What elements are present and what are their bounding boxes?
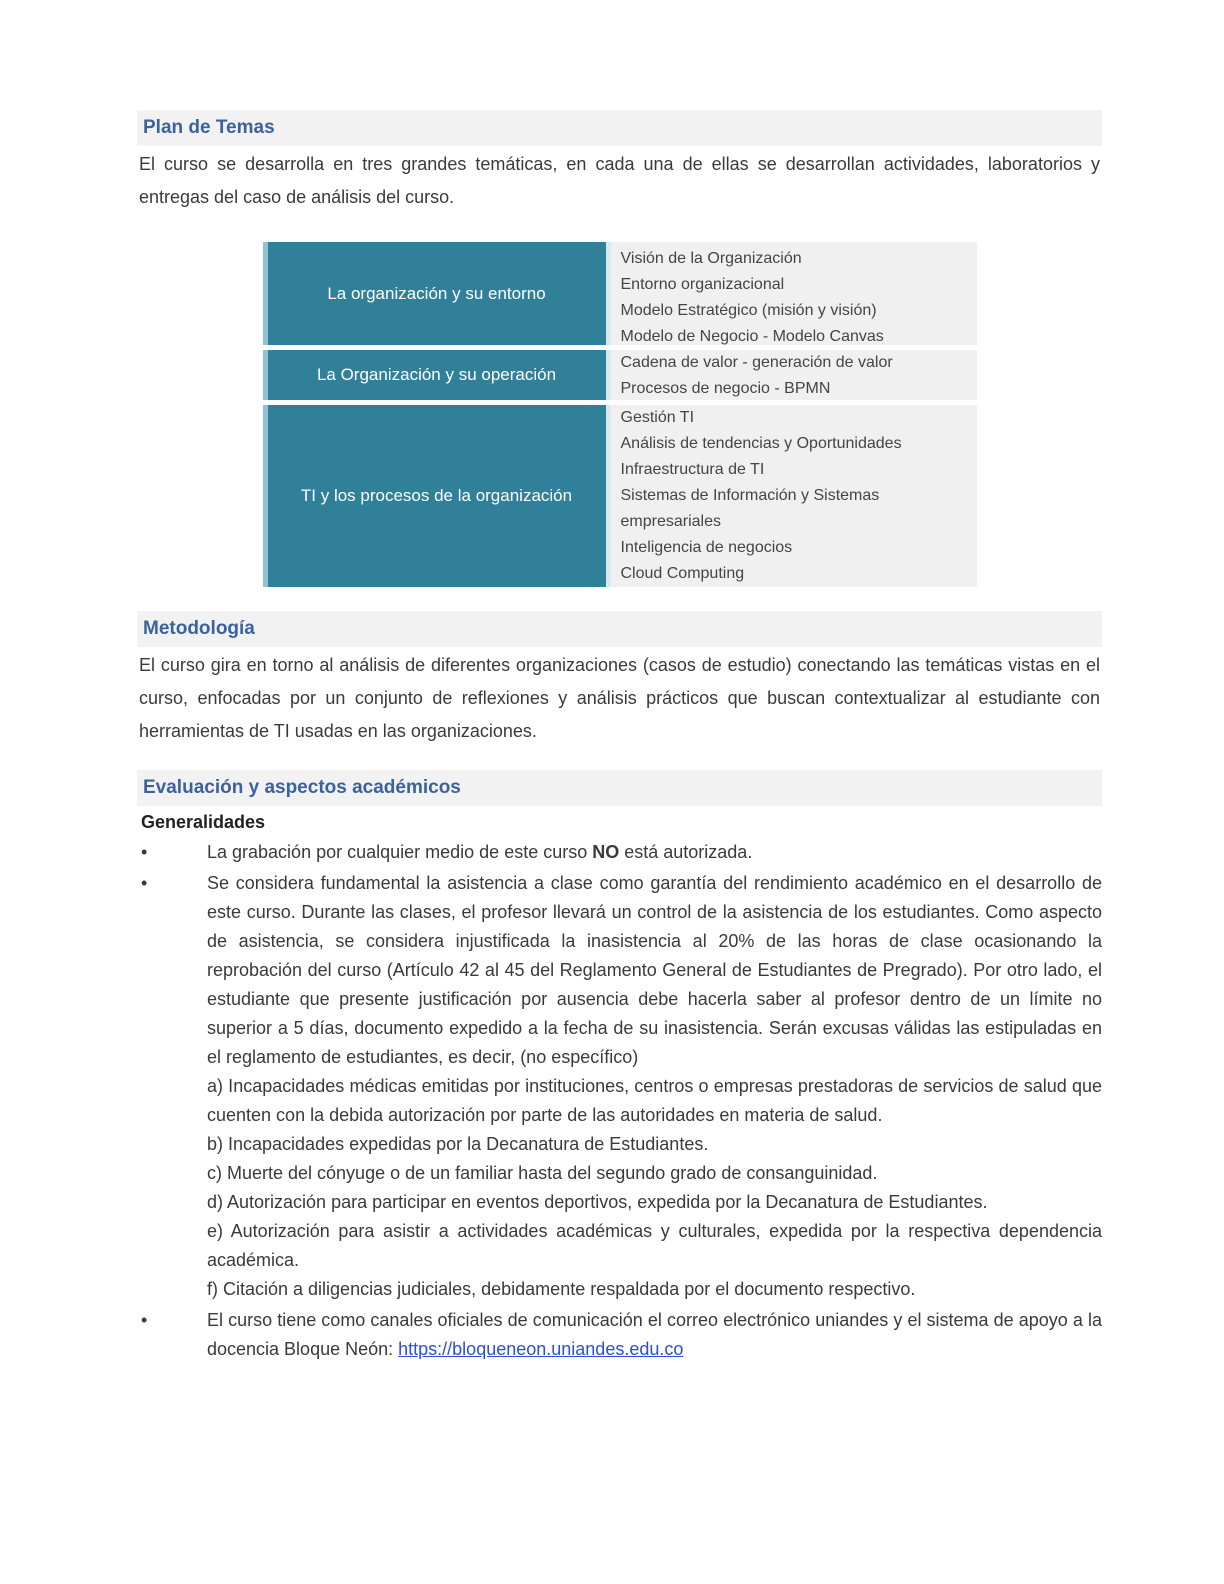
list-item [137,869,1102,1304]
document-page [137,110,1102,1364]
topic-name: La Organización y su operación [316,365,557,384]
list-item [137,838,1102,867]
plan-heading: Plan de Temas [137,110,1102,146]
topic-item: Cadena de valor - generación de valor [620,354,893,371]
topic-item: Análisis de tendencias y Oportunidades [620,435,902,452]
topic-item: Modelo Estratégico (misión y visión) [620,302,877,319]
bullet-icon: • [141,1310,148,1330]
generalidades-list [137,838,1102,1364]
topic-items-operacion [611,350,977,400]
excusa-item: c) Muerte del cónyuge o de un familiar hasta del segundo grado de consanguinidad. [207,1163,878,1183]
topic-item: Visión de la Organización [620,250,802,267]
excusa-item: a) Incapacidades médicas emitidas por instituciones, centros o empresas prestadoras de servicios de salud que cuenten con la debida autorización por parte de las autoridades en materia de salud. [207,1076,1102,1125]
topic-item: Cloud Computing [620,565,745,582]
topic-cell-operacion [263,350,611,400]
topic-item: Entorno organizacional [620,276,785,293]
topic-items-entorno [611,242,977,345]
metodologia-text: El curso gira en torno al análisis de diferentes organizaciones (casos de estudio) conectando las temáticas vistas en el curso, enfocadas por un conjunto de reflexiones y análisis prácticos que buscan contextualizar al estudiante con herramientas de TI usadas en las organizaciones. [139,655,1100,741]
bullet1-text-b: está autorizada. [619,842,753,862]
topic-item: Inteligencia de negocios [620,539,793,556]
canales-text: El curso tiene como canales oficiales de comunicación el correo electrónico uniandes y el sistema de apoyo a la docencia Bloque Neón: [207,1310,1102,1359]
bullet1-bold: NO [592,842,620,862]
generalidades-subheading: Generalidades [141,812,266,832]
topics-table [263,242,977,587]
topic-items-ti [611,405,977,587]
excusa-item: b) Incapacidades expedidas por la Decanatura de Estudiantes. [207,1134,709,1154]
excusa-item: d) Autorización para participar en eventos deportivos, expedida por la Decanatura de Estudiantes. [207,1192,988,1212]
topic-item: Procesos de negocio - BPMN [620,380,831,397]
topic-item: Gestión TI [620,409,695,426]
bullet1-text-a: La grabación por cualquier medio de este curso [207,842,593,862]
excusa-item: f) Citación a diligencias judiciales, debidamente respaldada por el documento respectivo. [207,1279,916,1299]
bullet-icon: • [141,842,148,862]
evaluacion-heading: Evaluación y aspectos académicos [137,770,1102,806]
topic-item: Sistemas de Información y Sistemas empresariales [620,487,880,530]
topic-cell-ti [263,405,611,587]
asistencia-text: Se considera fundamental la asistencia a clase como garantía del rendimiento académico en el desarrollo de este curso. Durante las clases, el profesor llevará un control de la asistencia de los estudiantes. Como aspecto de asistencia, se considera injustificada la inasistencia al 20% de las horas de clase ocasionando la reprobación del curso (Artículo 42 al 45 del Reglamento General de Estudiantes de Pregrado). Por otro lado, el estudiante que presente justificación por ausencia debe hacerla saber al profesor dentro de un límite no superior a 5 días, documento expedido a la fecha de su inasistencia. Serán excusas válidas las estipuladas en el reglamento de estudiantes, es decir, (no específico) [207,873,1102,1067]
bloque-neon-link[interactable]: https://bloqueneon.uniandes.edu.co [398,1339,684,1359]
metodologia-heading: Metodología [137,611,1102,647]
topic-cell-entorno [263,242,611,345]
plan-intro: El curso se desarrolla en tres grandes temáticas, en cada una de ellas se desarrollan actividades, laboratorios y entregas del caso de análisis del curso. [139,154,1100,207]
topic-name: La organización y su entorno [327,283,546,303]
bullet-icon: • [141,873,148,893]
topic-name: TI y los procesos de la organización [300,486,573,505]
excusa-item: e) Autorización para asistir a actividades académicas y culturales, expedida por la respectiva dependencia académica. [207,1221,1102,1270]
list-item [137,1306,1102,1364]
topic-item: Modelo de Negocio - Modelo Canvas [620,328,884,345]
topic-item: Infraestructura de TI [620,461,765,478]
